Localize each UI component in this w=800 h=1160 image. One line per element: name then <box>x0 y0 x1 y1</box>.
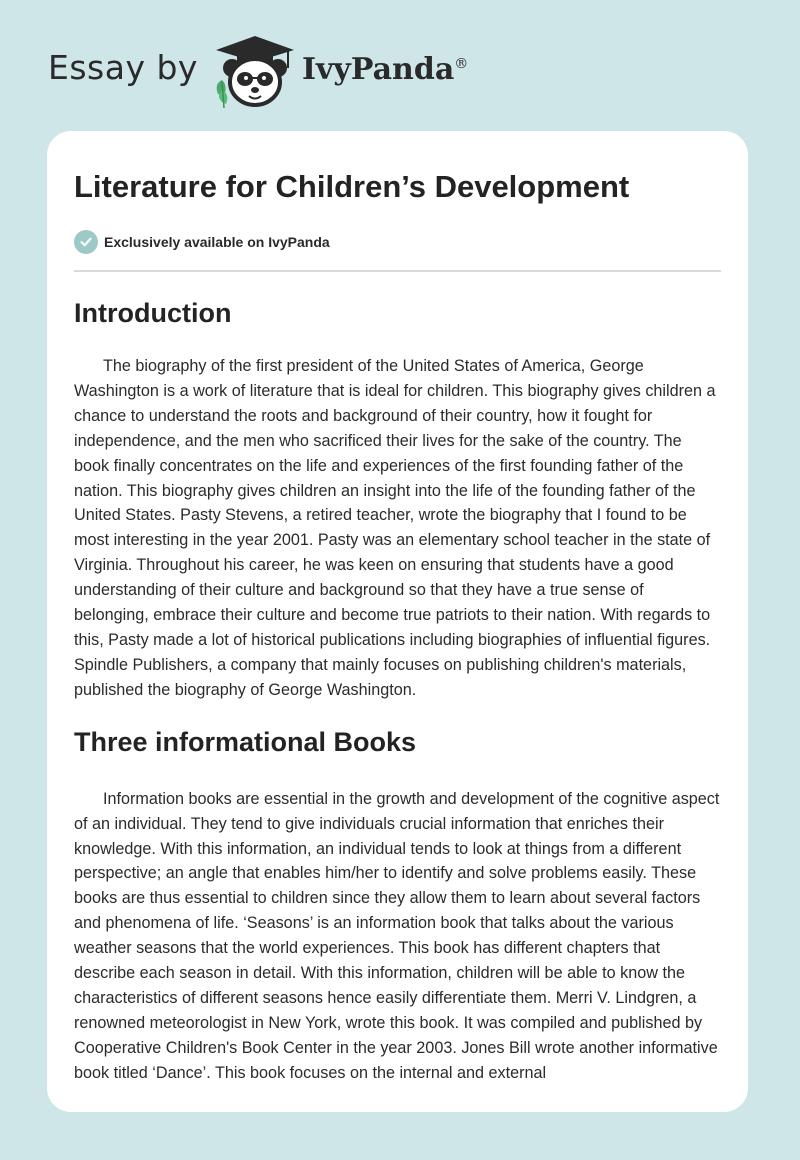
divider <box>74 270 721 272</box>
section-paragraph-informational-books: Information books are essential in the growth and development of the cognitive aspect of an individual. They tend to give individuals crucial information that enriches their knowledge. With this information, an individual tends to look at things from a different perspective; an angle that enables him/her to identify and solve problems easily. These books are thus essential to children since they allow them to learn about several factors and phenomena of life. ‘Seasons’ is an information book that talks about the various weather seasons that the world experiences. This book has different chapters that describe each season in detail. With this information, children will be able to know the characteristics of different seasons hence easily differentiate them. Merri V. Lindgren, a renowned meteorologist in New York, wrote this book. It was compiled and published by Cooperative Children's Book Center in the year 2003. Jones Bill wrote another informative book titled ‘Dance’. This book focuses on the internal and external <box>74 789 720 1082</box>
brand-name-text: IvyPanda <box>301 51 455 87</box>
brand-prefix: Essay by <box>48 47 198 87</box>
section-paragraph-introduction: The biography of the first president of the United States of America, George Washington is a work of literature that is ideal for children. This biography gives children a chance to understand the roots and background of their country, how it fought for independence, and the men who sacrificed their lives for the sake of the country. The book finally concentrates on the life and experiences of the first founding father of the nation. This biography gives children an insight into the life of the founding father of the United States. Pasty Stevens, a retired teacher, wrote the biography that I found to be most interesting in the year 2001. Pasty was an elementary school teacher in the state of Virginia. Throughout his career, he was keen on ensuring that students have a good understanding of their culture and background so that they have a true sense of belonging, embrace their culture and become true patriots to their nation. With regards to this, Pasty made a lot of historical publications including biographies of influential figures. Spindle Publishers, a company that mainly focuses on publishing children's materials, published the biography of George Washington. <box>74 357 716 699</box>
check-icon <box>74 230 98 254</box>
brand-header[interactable] <box>48 30 468 110</box>
registered-mark: ® <box>454 55 469 72</box>
section-heading-introduction: Introduction <box>74 298 232 328</box>
essay-card <box>47 131 748 1112</box>
panda-logo-icon <box>212 30 298 110</box>
brand-name <box>302 52 468 87</box>
page-title: Literature for Children’s Development <box>74 169 630 204</box>
exclusive-badge-text: Exclusively available on IvyPanda <box>104 234 330 250</box>
section-heading-informational-books: Three informational Books <box>74 726 417 757</box>
exclusive-badge <box>74 229 721 255</box>
